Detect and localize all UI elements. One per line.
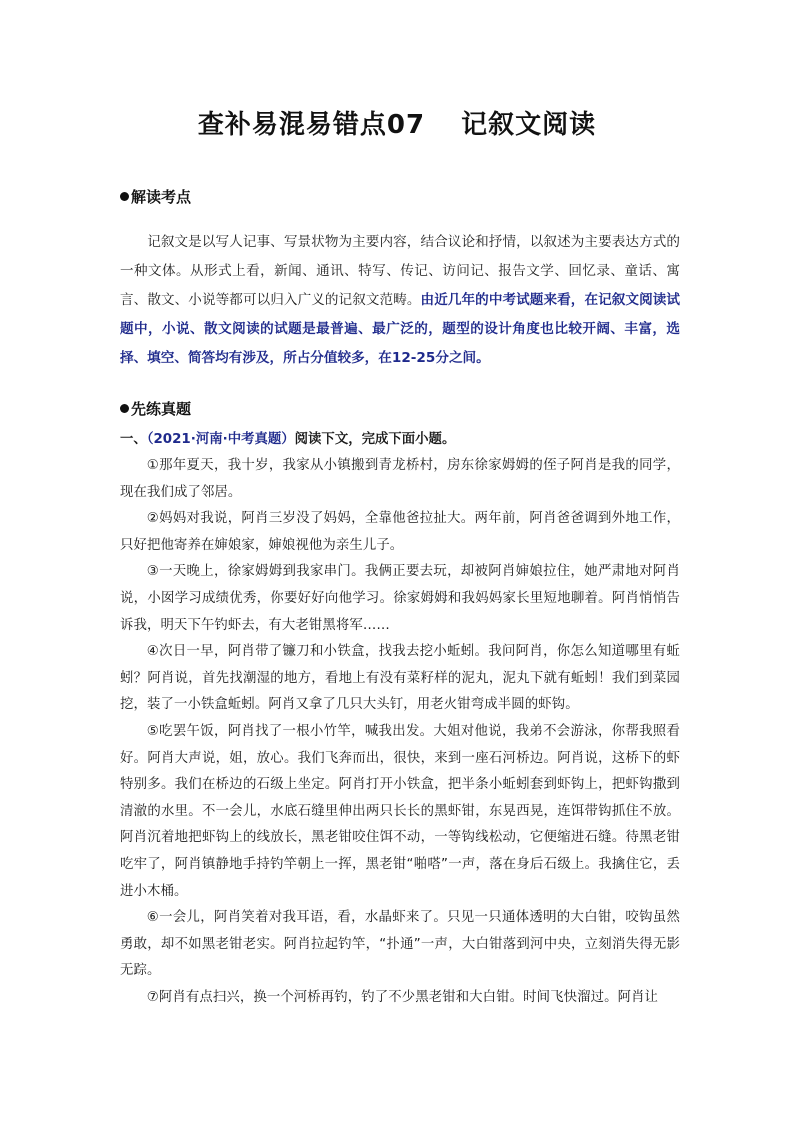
- story-paragraph: ①那年夏天，我十岁，我家从小镇搬到青龙桥村，房东徐家姆姆的侄子阿肖是我的同学，现在我们成了邻居。: [120, 458, 680, 500]
- question-prefix: 一、: [120, 432, 147, 447]
- story-paragraph: ③一天晚上，徐家姆姆到我家串门。我俩正要去玩，却被阿肖婶娘拉住，她严肃地对阿肖说，小囡学习成绩优秀，你要好好向他学习。徐家姆姆和我妈妈家长里短地聊着。阿肖悄悄告诉我，明天下午钓虾去，有大老钳黑将军……: [120, 564, 680, 633]
- question-source: （2021·河南·中考真题）: [146, 432, 295, 447]
- question-heading: [120, 428, 680, 447]
- bullet-icon: [120, 404, 129, 413]
- analysis-highlight: 由近几年的中考试题来看，在记叙文阅读试题中，小说、散文阅读的试题是最普遍、最广泛的，题型的设计角度也比较开阔、丰富，选择、填空、简答均有涉及，所占分值较多，在12-25分之间。: [120, 292, 681, 366]
- story-paragraph: ⑤吃罢午饭，阿肖找了一根小竹竿，喊我出发。大姐对他说，我弟不会游泳，你帮我照看好。阿肖大声说，姐，放心。我们飞奔而出，很快，来到一座石河桥边。阿肖说，这桥下的虾特别多。我们在桥边的石级上坐定。阿肖打开小铁盒，把半条小蚯蚓套到虾钩上，把虾钩撒到清澈的水里。不一会儿，水底石缝里伸出两只长长的黑虾钳，东晃西晃，连饵带钩抓住不放。阿肖沉着地把虾钩上的线放长，黑老钳咬住饵不动，一等钩线松动，它便缩进石缝。待黑老钳吃牢了，阿肖镇静地手持钓竿朝上一挥，黑老钳“啪嗒”一声，落在身后石级上。我擒住它，丢进小木桶。: [120, 723, 680, 899]
- title-part2: 记叙文阅读: [461, 110, 597, 140]
- story-paragraph: ⑥一会儿，阿肖笑着对我耳语，看，水晶虾来了。只见一只通体透明的大白钳，咬钩虽然勇敢，却不如黑老钳老实。阿肖拉起钓竿，“扑通”一声，大白钳落到河中央，立刻消失得无影无踪。: [120, 910, 680, 979]
- story-text: [120, 453, 680, 1011]
- analysis-text: 记叙文是以写人记事、写景状物为主要内容，结合议论和抒情，以叙述为主要表达方式的一种文体。从形式上看，新闻、通讯、特写、传记、访问记、报告文学、回忆录、童话、寓言、散文、小说等都可以归入广义的记叙文范畴。: [120, 234, 680, 308]
- title-part1: 查补易混易错点07: [197, 110, 426, 140]
- question-instruction: 阅读下文，完成下面小题。: [294, 432, 456, 447]
- page-title: [0, 104, 794, 141]
- story-paragraph: ②妈妈对我说，阿肖三岁没了妈妈，全靠他爸拉扯大。两年前，阿肖爸爸调到外地工作，只好把他寄养在婶娘家，婶娘视他为亲生儿子。: [120, 511, 680, 553]
- section-heading-practice: 先练真题: [120, 398, 191, 419]
- story-paragraph: ④次日一早，阿肖带了镰刀和小铁盒，找我去挖小蚯蚓。我问阿肖，你怎么知道哪里有蚯蚓？阿肖说，首先找潮湿的地方，看地上有没有菜籽样的泥丸，泥丸下就有蚯蚓！我们到菜园挖，装了一小铁盒蚯蚓。阿肖又拿了几只大头钉，用老火钳弯成半圆的虾钩。: [120, 644, 680, 713]
- section-heading-analysis: 解读考点: [120, 186, 191, 207]
- analysis-paragraph: [120, 228, 680, 373]
- story-paragraph: ⑦阿肖有点扫兴，换一个河桥再钓，钓了不少黑老钳和大白钳。时间飞快溜过。阿肖让: [146, 989, 659, 1005]
- bullet-icon: [120, 192, 129, 201]
